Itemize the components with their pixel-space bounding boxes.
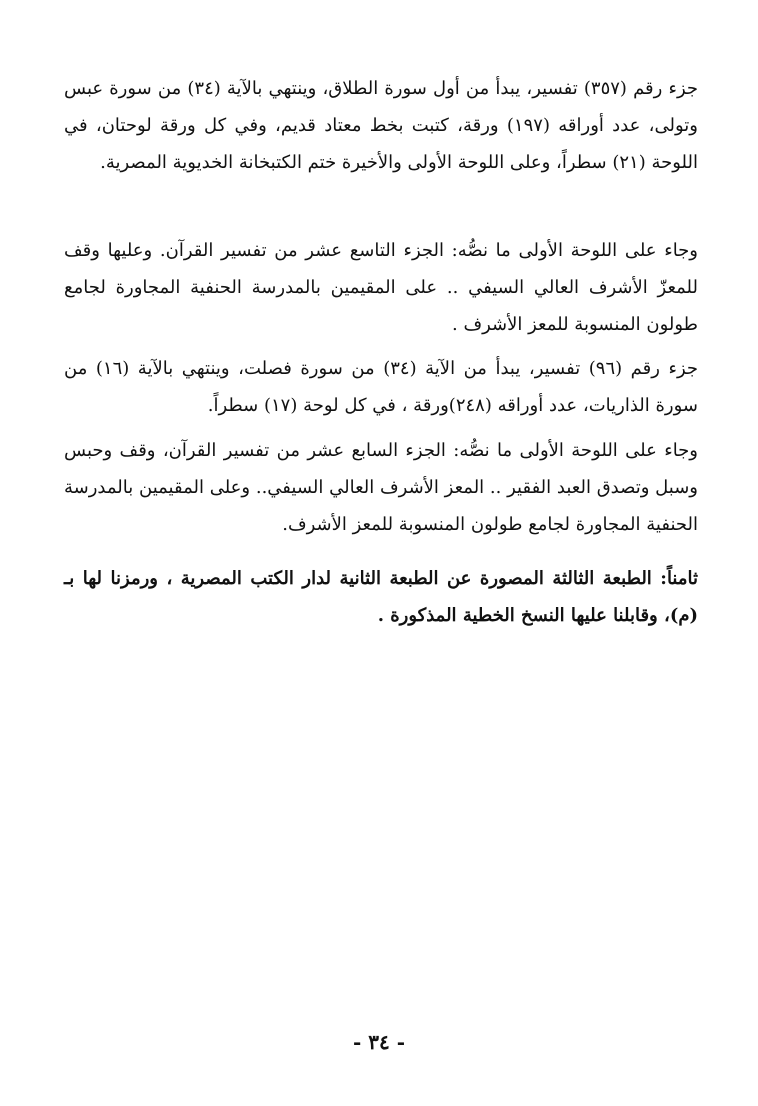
- paragraph-manuscript-96-inscription: وجاء على اللوحة الأولى ما نصُّه: الجزء السابع عشر من تفسير القرآن، وقف وحبس وسبل وتصدق العبد الفقير .. المعز الأشرف العالي السيفي.. وعلى المقيمين بالمدرسة الحنفية المجاورة لجامع طولون المنسوبة للمعز الأشرف.: [64, 440, 698, 535]
- paragraph-manuscript-96: جزء رقم (٩٦) تفسير، يبدأ من الآية (٣٤) من سورة فصلت، وينتهي بالآية (١٦) من سورة الذاريات، عدد أوراقه (٢٤٨)ورقة ، في كل لوحة (١٧) سطراً.: [64, 358, 698, 416]
- page-number: - ٣٤ -: [352, 1030, 405, 1054]
- paragraph-manuscript-357-inscription: وجاء على اللوحة الأولى ما نصُّه: الجزء التاسع عشر من تفسير القرآن. وعليها وقف للمعزّ الأشرف العالي السيفي .. على المقيمين بالمدرسة الحنفية المجاورة لجامع طولون المنسوبة للمعز الأشرف .: [64, 240, 698, 335]
- third-edition-text: ثامناً: الطبعة الثالثة المصورة عن الطبعة الثانية لدار الكتب المصرية ، ورمزنا لها بـ (م)، وقابلنا عليها النسخ الخطية المذكورة .: [64, 568, 698, 626]
- paragraph-third-edition: [64, 560, 698, 634]
- paragraph-manuscript-357: جزء رقم (٣٥٧) تفسير، يبدأ من أول سورة الطلاق، وينتهي بالآية (٣٤) من سورة عبس وتولى، عدد أوراقه (١٩٧) ورقة، كتبت بخط معتاد قديم، وفي كل ورقة لوحتان، في اللوحة (٢١) سطراً، وعلى اللوحة الأولى والأخيرة ختم الكتبخانة الخديوية المصرية.: [64, 78, 699, 173]
